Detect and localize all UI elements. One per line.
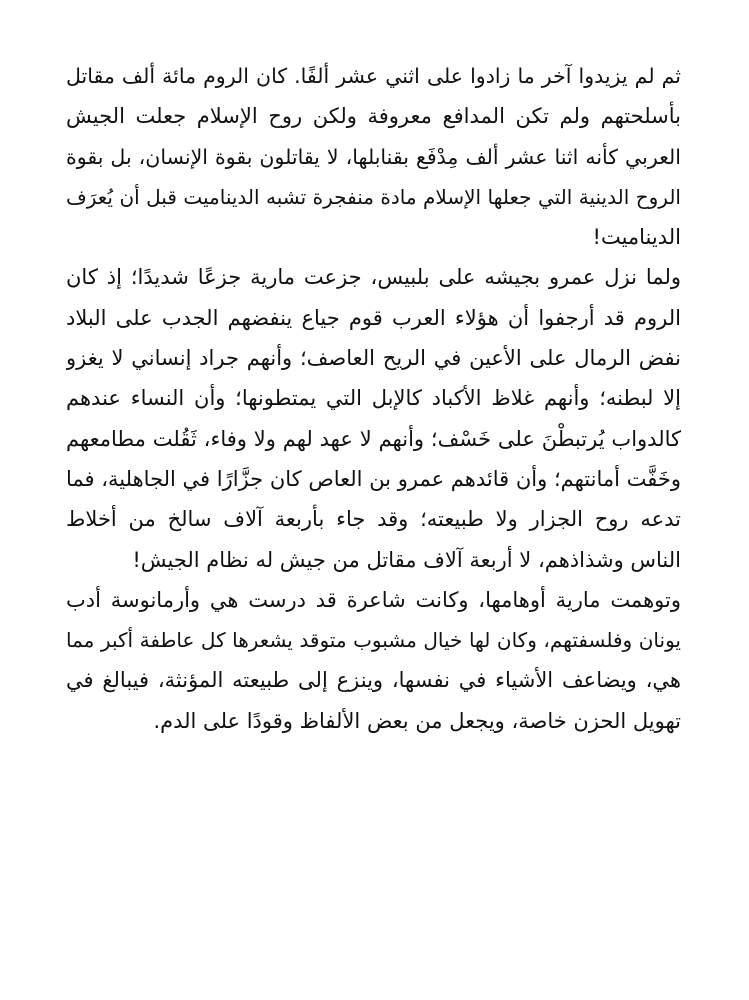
text-line-12: تدعه روح الجزار ولا طبيعته؛ وقد جاء بأربعة آلاف سالخ من أخلاط: [66, 507, 681, 532]
text-line-6: ولما نزل عمرو بجيشه على بلبيس، جزعت مارية جزعًا شديدًا؛ إذ كان: [66, 265, 681, 290]
text-line-14: وتوهمت مارية أوهامها، وكانت شاعرة قد درست هي وأرمانوسة أدب: [66, 587, 681, 612]
text-line-15: يونان وفلسفتهم، وكان لها خيال مشبوب متوقد يشعرها كل عاطفة أكبر مما: [66, 628, 681, 653]
text-line-11: وخَفَّت أمانتهم؛ وأن قائدهم عمرو بن العاص كان جزَّارًا في الجاهلية، فما: [66, 466, 681, 491]
text-line-8: نفض الرمال على الأعين في الريح العاصف؛ وأنهم جراد إنساني لا يغزو: [66, 346, 681, 371]
text-line-1: ثم لم يزيدوا آخر ما زادوا على اثني عشر ألفًا. كان الروم مائة ألف مقاتل: [66, 64, 681, 88]
text-line-7: الروم قد أرجفوا أن هؤلاء العرب قوم جياع ينفضهم الجدب على البلاد: [66, 305, 681, 330]
text-line-2: بأسلحتهم ولم تكن المدافع معروفة ولكن روح الإسلام جعلت الجيش: [66, 104, 681, 129]
text-line-10: كالدواب يُرتبطْنَ على خَسْف؛ وأنهم لا عهد لهم ولا وفاء، ثَقُلت مطامعهم: [66, 426, 681, 451]
text-line-4: الروح الدينية التي جعلها الإسلام مادة منفجرة تشبه الديناميت قبل أن يُعرَف: [66, 184, 681, 209]
text-line-13: الناس وشذاذهم، لا أربعة آلاف مقاتل من جيش له نظام الجيش!: [132, 547, 681, 572]
text-line-17: تهويل الحزن خاصة، ويجعل من بعض الألفاظ وقودًا على الدم.: [153, 708, 681, 733]
text-line-16: هي، ويضاعف الأشياء في نفسها، وينزع إلى طبيعته المؤنثة، فيبالغ في: [66, 668, 681, 693]
text-line-3: العربي كأنه اثنا عشر ألف مِدْفَع بقنابلها، لا يقاتلون بقوة الإنسان، بل بقوة: [66, 144, 681, 169]
text-line-5: الديناميت!: [592, 225, 681, 250]
text-line-9: إلا لبطنه؛ وأنهم غلاظ الأكباد كالإبل التي يمتطونها؛ وأن النساء عندهم: [66, 386, 681, 411]
